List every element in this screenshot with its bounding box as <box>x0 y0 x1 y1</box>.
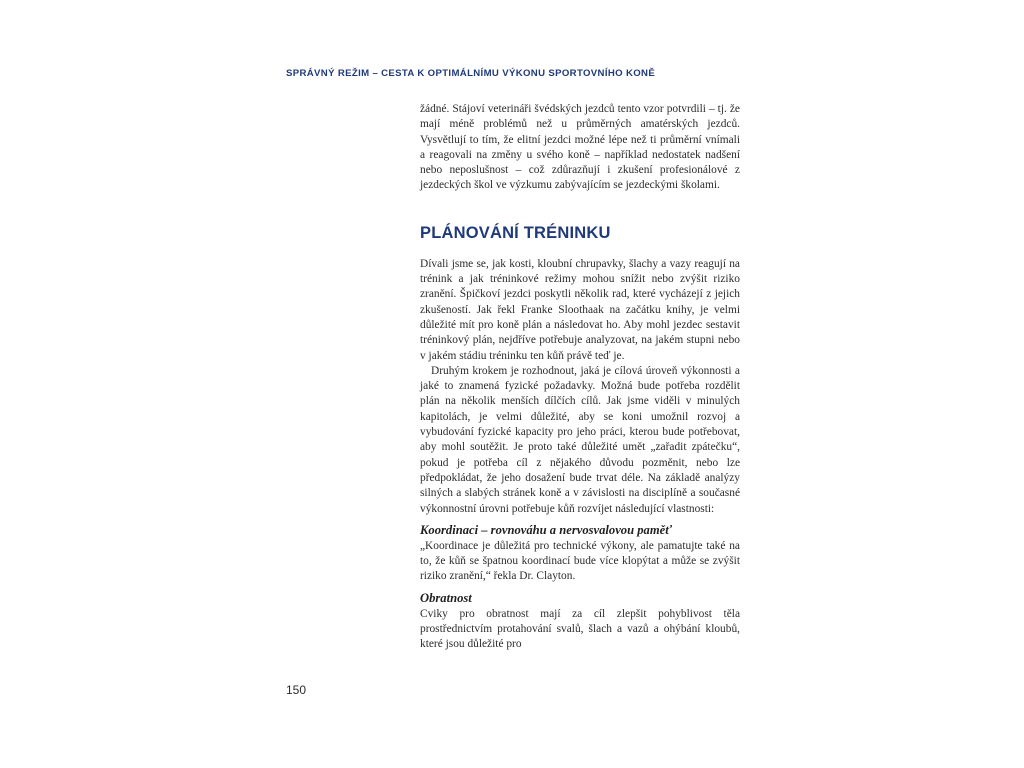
running-head: SPRÁVNÝ REŽIM – CESTA K OPTIMÁLNÍMU VÝKONU SPORTOVNÍHO KONĚ <box>286 68 656 79</box>
subheading-agility: Obratnost <box>420 590 472 605</box>
subheading-coordination: Koordinaci – rovnováhu a nervosvalovou paměť <box>420 522 672 537</box>
paragraph-planning-intro: Dívali jsme se, jak kosti, kloubní chrupavky, šlachy a vazy reagují na trénink a jak tréninkové režimy mohou snížit nebo zvýšit riziko zranění. Špičkoví jezdci poskytli několik rad, které vycházejí z jejich zkušeností. Jak řekl Franke Sloothaak na začátku knihy, je velmi důležité mít pro koně plán a následovat ho. Aby mohl jezdec sestavit tréninkový plán, nejdříve potřebuje analyzovat, na jakém stupni nebo v jakém stádiu tréninku ten kůň právě teď je. <box>420 257 740 362</box>
text-column <box>420 102 740 653</box>
page-number: 150 <box>286 683 307 697</box>
paragraph-second-step: Druhým krokem je rozhodnout, jaká je cílová úroveň výkonnosti a jaké to znamená fyzické požadavky. Možná bude potřeba rozdělit plán na několik menších dílčích cílů. Jak jsme viděli v minulých kapitolách, je velmi důležité, aby se koni umožnil rozvoj a vybudování fyzické kapacity pro jeho práci, kterou bude potřebovat, aby mohl soutěžit. Je proto také důležité umět „zařadit zpátečku“, pokud je potřeba cíl z nějakého důvodu pozměnit, nebo lze předpokládat, že jeho dosažení bude trvat déle. Na základě analýzy silných a slabých stránek koně a v závislosti na disciplíně a současné výkonnostní úrovni potřebuje kůň rozvíjet následující vlastnosti: <box>420 364 740 515</box>
section-heading: PLÁNOVÁNÍ TRÉNINKU <box>420 223 611 242</box>
intro-paragraph: žádné. Stájoví veterináři švédských jezdců tento vzor potvrdili – tj. že mají méně problémů než u průměrných amatérských jezdců. Vysvětlují to tím, že elitní jezdci možné lépe než ti průměrní vnímali a reagovali na změny u svého koně – například nedostatek nadšení nebo neposlušnost – což zdůrazňují i zkušení profesionálové z jezdeckých škol ve výzkumu zabývajícím se jezdeckými školami. <box>420 103 740 192</box>
paragraph-agility: Cviky pro obratnost mají za cíl zlepšit pohyblivost těla prostřednictvím protahování svalů, šlach a vazů a ohýbání kloubů, které jsou důležité pro <box>420 607 740 651</box>
paragraph-coordination: „Koordinace je důležitá pro technické výkony, ale pamatujte také na to, že kůň se špatnou koordinací bude více klopýtat a může se zvýšit riziko zranění,“ řekla Dr. Clayton. <box>420 539 740 583</box>
